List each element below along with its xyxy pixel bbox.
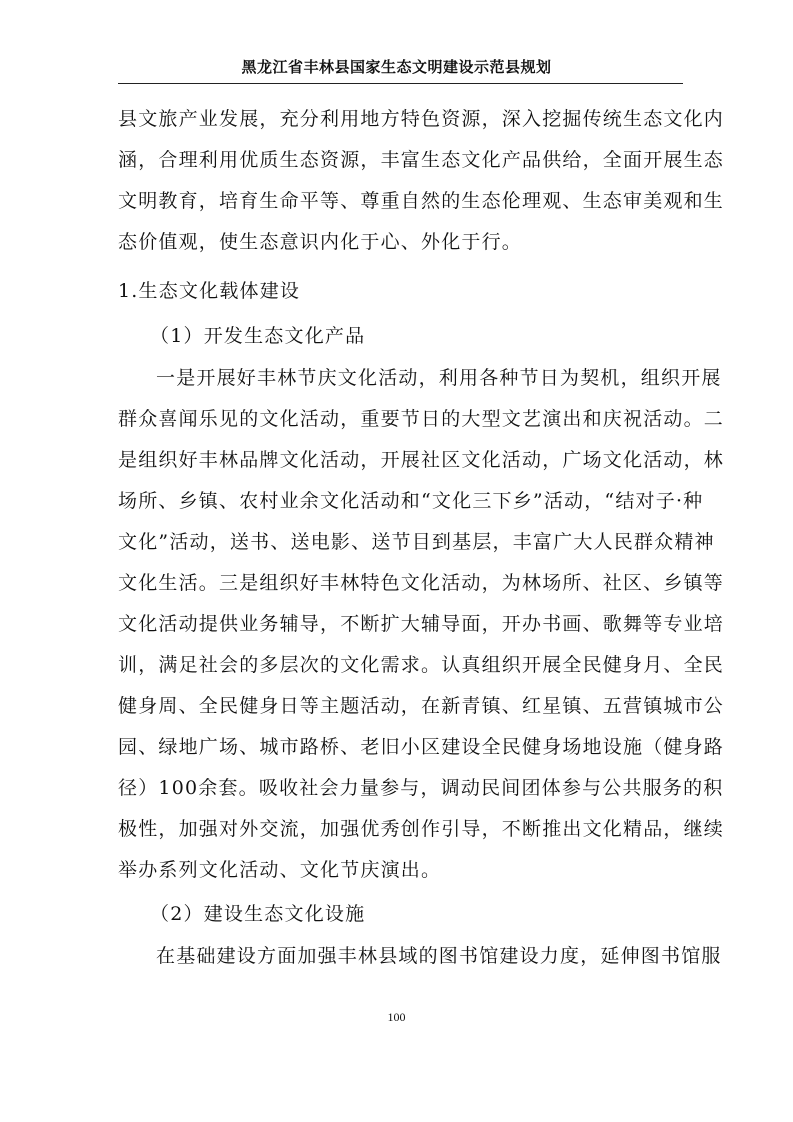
text-line: 文明教育，培育生命平等、尊重自然的生态伦理观、生态审美观和生 bbox=[118, 190, 725, 212]
text-line: 文化”活动，送书、送电影、送节目到基层，丰富广大人民群众精神 bbox=[118, 531, 715, 553]
text-line: 训，满足社会的多层次的文化需求。认真组织开展全民健身月、全民 bbox=[118, 654, 725, 676]
text-line: 涵，合理利用优质生态资源，丰富生态文化产品供给，全面开展生态 bbox=[118, 149, 725, 171]
text-line: 文化生活。三是组织好丰林特色文化活动，为林场所、社区、乡镇等 bbox=[118, 572, 725, 594]
text-line: 一是开展好丰林节庆文化活动，利用各种节日为契机，组织开展 bbox=[156, 367, 722, 389]
text-line: 极性，加强对外交流，加强优秀创作引导，不断推出文化精品，继续 bbox=[118, 818, 725, 840]
running-header: 黑龙江省丰林县国家生态文明建设示范县规划 bbox=[241, 58, 552, 76]
text-line: 举办系列文化活动、文化节庆演出。 bbox=[118, 859, 442, 881]
text-line: 群众喜闻乐见的文化活动，重要节日的大型文艺演出和庆祝活动。二 bbox=[118, 408, 725, 430]
header-divider bbox=[118, 83, 683, 84]
section-heading: 1.生态文化载体建设 bbox=[118, 280, 301, 302]
text-line: 径）100余套。吸收社会力量参与，调动民间团体参与公共服务的积 bbox=[118, 777, 724, 799]
text-line: 文化活动提供业务辅导，不断扩大辅导面，开办书画、歌舞等专业培 bbox=[118, 613, 725, 635]
page-number: 100 bbox=[387, 1010, 406, 1024]
text-line: 健身周、全民健身日等主题活动，在新青镇、红星镇、五营镇城市公 bbox=[118, 695, 725, 717]
text-line: 在基础建设方面加强丰林县域的图书馆建设力度，延伸图书馆服 bbox=[156, 945, 722, 967]
text-line: 态价值观，使生态意识内化于心、外化于行。 bbox=[118, 231, 523, 253]
text-line: 园、绿地广场、城市路桥、老旧小区建设全民健身场地设施（健身路 bbox=[118, 736, 725, 758]
subsection-heading: （1）开发生态文化产品 bbox=[150, 325, 366, 347]
text-line: 是组织好丰林品牌文化活动，开展社区文化活动，广场文化活动，林 bbox=[118, 449, 725, 471]
text-line: 县文旅产业发展，充分利用地方特色资源，深入挖掘传统生态文化内 bbox=[118, 108, 725, 130]
subsection-heading: （2）建设生态文化设施 bbox=[150, 903, 366, 925]
text-line: 场所、乡镇、农村业余文化活动和“文化三下乡”活动，“结对子·种 bbox=[118, 490, 704, 512]
